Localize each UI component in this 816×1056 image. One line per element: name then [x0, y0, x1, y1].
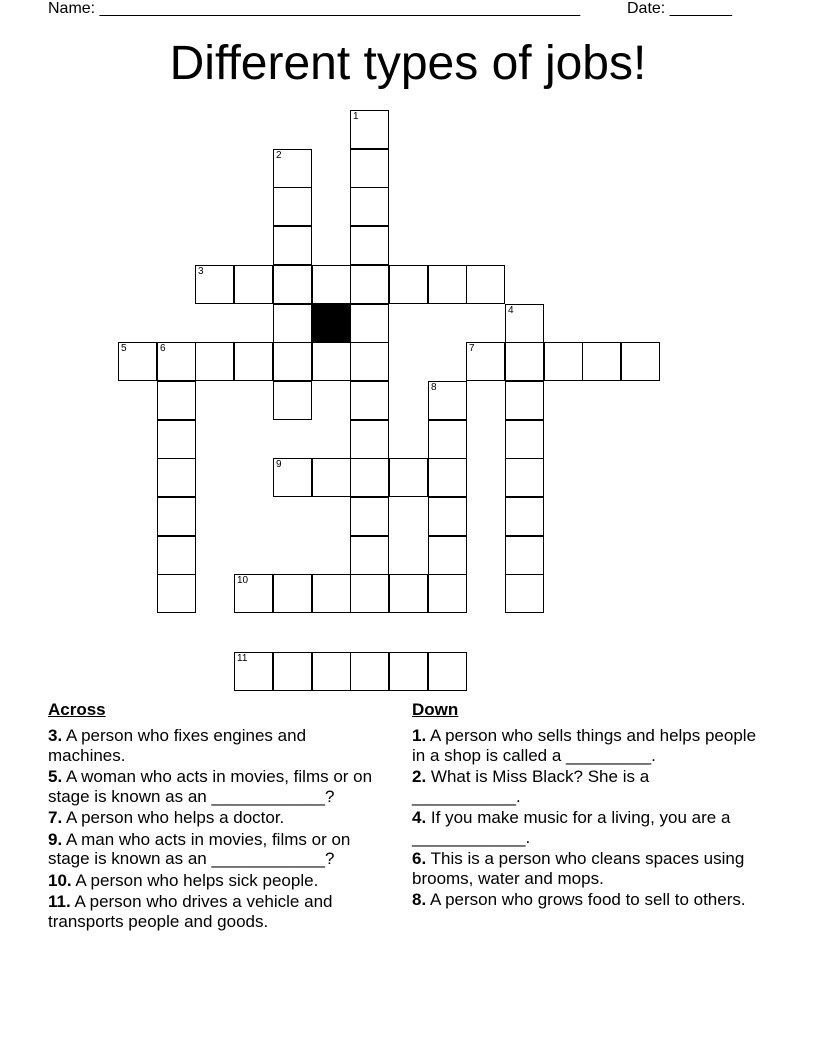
grid-cell[interactable]	[505, 381, 544, 420]
grid-cell[interactable]	[312, 265, 351, 304]
clue-number: 4	[508, 305, 514, 316]
clue-number: 11	[237, 653, 248, 664]
grid-cell[interactable]	[350, 420, 389, 459]
clue-number: 9.	[48, 829, 63, 849]
grid-cell[interactable]	[273, 458, 312, 497]
grid-cell[interactable]	[505, 420, 544, 459]
grid-cell[interactable]	[350, 381, 389, 420]
grid-cell[interactable]	[157, 458, 196, 497]
across-clue	[48, 767, 388, 806]
grid-cell[interactable]	[350, 265, 389, 304]
clue-number: 1	[353, 111, 359, 122]
grid-cell[interactable]	[350, 149, 389, 188]
grid-cell[interactable]	[428, 381, 467, 420]
down-clue	[412, 890, 762, 910]
down-clue	[412, 849, 762, 888]
down-heading: Down	[412, 700, 459, 719]
grid-cell[interactable]	[157, 536, 196, 575]
grid-cell[interactable]	[428, 420, 467, 459]
date-field: Date: _______	[627, 0, 732, 17]
clue-number: 11.	[48, 892, 71, 911]
clue-number: 5	[121, 343, 127, 354]
grid-cell[interactable]	[157, 497, 196, 536]
grid-cell[interactable]	[273, 187, 312, 226]
clue-text: What is Miss Black? She is a ___________.	[412, 767, 650, 806]
across-clue	[48, 892, 388, 931]
across-clue	[48, 808, 388, 828]
grid-cell[interactable]	[312, 458, 351, 497]
grid-cell[interactable]	[350, 304, 389, 343]
grid-cell[interactable]	[350, 458, 389, 497]
down-clue	[412, 726, 762, 765]
grid-cell[interactable]	[389, 652, 428, 691]
grid-cell[interactable]	[428, 574, 467, 613]
grid-cell[interactable]	[273, 226, 312, 265]
grid-cell[interactable]	[273, 265, 312, 304]
grid-cell[interactable]	[312, 652, 351, 691]
grid-cell[interactable]	[234, 652, 273, 691]
grid-cell[interactable]	[428, 652, 467, 691]
grid-cell[interactable]	[428, 536, 467, 575]
grid-cell[interactable]	[621, 342, 660, 381]
grid-cell[interactable]	[389, 265, 428, 304]
grid-cell[interactable]	[350, 342, 389, 381]
across-clue	[48, 726, 388, 765]
grid-cell[interactable]	[389, 458, 428, 497]
grid-cell[interactable]	[544, 342, 583, 381]
grid-cell[interactable]	[273, 652, 312, 691]
grid-cell[interactable]	[350, 226, 389, 265]
clue-number: 8	[431, 382, 437, 393]
grid-cell[interactable]	[234, 265, 273, 304]
clue-number: 7.	[48, 808, 63, 827]
grid-cell[interactable]	[118, 342, 157, 381]
clue-number: 4.	[412, 808, 427, 827]
down-clue	[412, 808, 762, 847]
clue-text: This is a person who cleans spaces using brooms, water and mops.	[412, 849, 745, 888]
down-clues	[412, 700, 762, 912]
grid-cell[interactable]	[505, 574, 544, 613]
clue-number: 10.	[48, 870, 72, 890]
down-clue	[412, 767, 762, 806]
clue-number: 3	[198, 266, 204, 277]
black-cell	[312, 304, 351, 343]
grid-cell[interactable]	[350, 574, 389, 613]
grid-cell[interactable]	[582, 342, 621, 381]
grid-cell[interactable]	[273, 574, 312, 613]
grid-cell[interactable]	[157, 574, 196, 613]
grid-cell[interactable]	[389, 574, 428, 613]
grid-cell[interactable]	[505, 458, 544, 497]
clue-number: 8.	[412, 890, 427, 909]
clue-number: 2.	[412, 767, 427, 786]
clue-text: A woman who acts in movies, films or on stage is known as an ____________?	[48, 767, 373, 806]
clue-text: A person who grows food to sell to others.	[426, 890, 746, 909]
clue-number: 7	[469, 343, 475, 354]
name-field: Name: ______________________________________________________	[48, 0, 581, 17]
grid-cell[interactable]	[505, 536, 544, 575]
grid-cell[interactable]	[312, 574, 351, 613]
grid-cell[interactable]	[466, 342, 505, 381]
grid-cell[interactable]	[350, 187, 389, 226]
grid-cell[interactable]	[234, 574, 273, 613]
across-clues	[48, 700, 388, 933]
clue-number: 2	[276, 150, 282, 161]
grid-cell[interactable]	[505, 342, 544, 381]
grid-cell[interactable]	[273, 381, 312, 420]
clue-text: A person who fixes engines and machines.	[48, 726, 307, 765]
clue-text: A person who helps sick people.	[71, 870, 319, 890]
clue-number: 9	[276, 459, 282, 470]
across-heading: Across	[48, 700, 106, 719]
page-title: Different types of jobs!	[169, 37, 647, 90]
clue-text: If you make music for a living, you are a ____________.	[412, 808, 731, 847]
clue-number: 1.	[412, 726, 427, 745]
clue-text: A person who drives a vehicle and transports people and goods.	[48, 892, 333, 931]
grid-cell[interactable]	[234, 342, 273, 381]
grid-cell[interactable]	[428, 497, 467, 536]
grid-cell[interactable]	[350, 536, 389, 575]
across-clue	[48, 830, 388, 869]
grid-cell[interactable]	[466, 265, 505, 304]
clue-number: 5.	[48, 767, 63, 786]
clue-number: 3.	[48, 726, 63, 745]
grid-cell[interactable]	[350, 110, 389, 149]
clue-number: 6.	[412, 849, 427, 868]
grid-cell[interactable]	[505, 497, 544, 536]
grid-cell[interactable]	[273, 304, 312, 343]
grid-cell[interactable]	[195, 265, 234, 304]
grid-cell[interactable]	[428, 458, 467, 497]
clue-number: 10	[237, 575, 249, 586]
across-clue	[48, 871, 388, 891]
grid-cell[interactable]	[273, 342, 312, 381]
grid-cell[interactable]	[428, 265, 467, 304]
clue-text: A man who acts in movies, films or on stage is known as an ____________?	[48, 829, 351, 868]
grid-cell[interactable]	[505, 304, 544, 343]
grid-cell[interactable]	[350, 652, 389, 691]
clue-text: A person who helps a doctor.	[62, 808, 285, 827]
grid-cell[interactable]	[350, 497, 389, 536]
clue-number: 6	[160, 343, 166, 354]
grid-cell[interactable]	[157, 342, 196, 381]
grid-cell[interactable]	[312, 342, 351, 381]
grid-cell[interactable]	[195, 342, 234, 381]
grid-cell[interactable]	[157, 420, 196, 459]
clue-text: A person who sells things and helps people in a shop is called a _________.	[412, 726, 757, 765]
grid-cell[interactable]	[157, 381, 196, 420]
grid-cell[interactable]	[273, 149, 312, 188]
